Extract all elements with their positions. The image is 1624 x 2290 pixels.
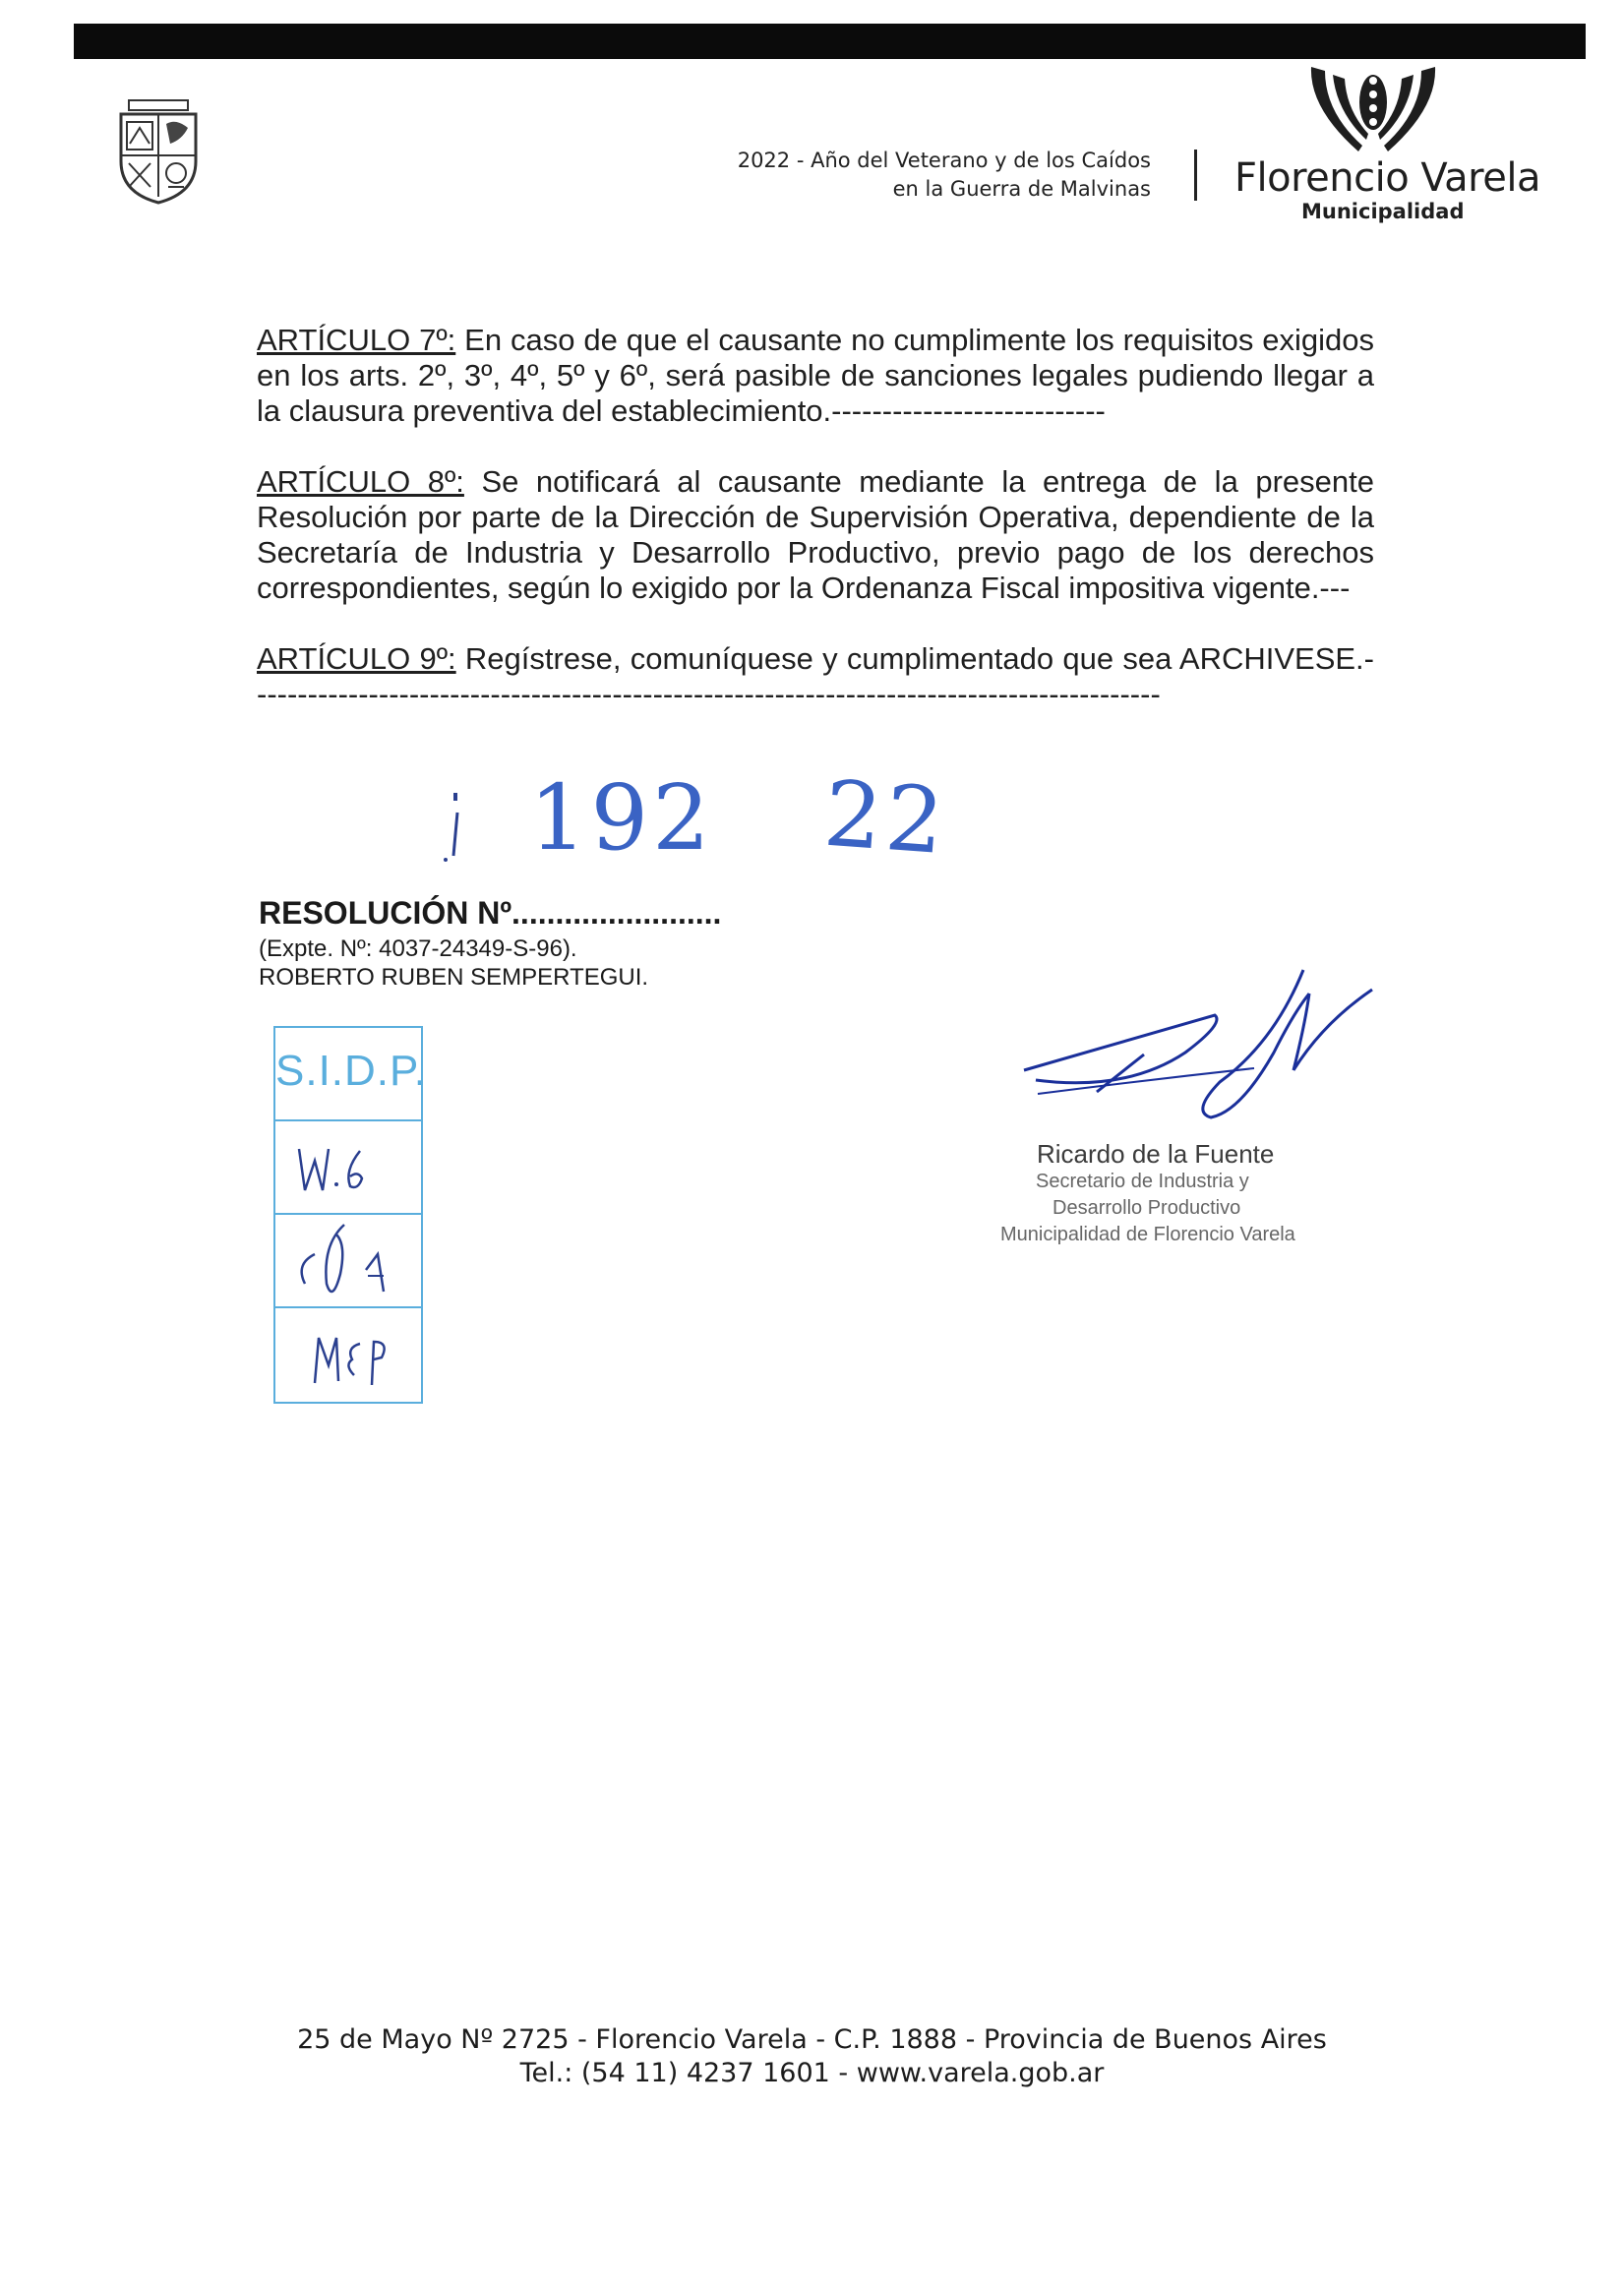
florencio-varela-logo-icon xyxy=(1303,61,1443,159)
signatory-title-line-3: Municipalidad de Florencio Varela xyxy=(1000,1224,1295,1245)
footer-contact: Tel.: (54 11) 4237 1601 - www.varela.gob.ar xyxy=(519,2058,1105,2088)
sidp-signature xyxy=(275,1215,421,1308)
municipal-crest-icon xyxy=(115,98,202,205)
article-text: Se notificará al causante mediante la entrega de la presente Resolución por parte de la Dirección de Supervisión Operativa, dependiente de la Secretaría de Industria y Desarrollo Productivo, previo pago de los derechos correspondientes, según lo exigido por la Ordenanza Fiscal impositiva vigente.--- xyxy=(257,464,1374,605)
footer-address: 25 de Mayo Nº 2725 - Florencio Varela - C.P. 1888 - Provincia de Buenos Aires xyxy=(297,2024,1327,2055)
sidp-stamp-header: S.I.D.P. xyxy=(275,1028,421,1121)
article-label: ARTÍCULO 9º: xyxy=(257,641,456,676)
signatory-name: Ricardo de la Fuente xyxy=(1037,1139,1275,1169)
sidp-initials-3 xyxy=(275,1308,421,1402)
signature-icon xyxy=(1018,964,1382,1136)
article-8 xyxy=(257,464,1374,606)
year-line-2: en la Guerra de Malvinas xyxy=(892,177,1151,201)
brand-name: Florencio Varela xyxy=(1234,155,1540,201)
header-divider xyxy=(1194,150,1197,201)
article-label: ARTÍCULO 7º: xyxy=(257,323,456,357)
article-text: En caso de que el causante no cumplimente los requisitos exigidos en los arts. 2º, 3º, 4º, 5º y 6º, será pasible de sanciones legales pudiendo llegar a la clausura preventiva del establecimiento.--------------------------- xyxy=(257,323,1374,428)
article-9 xyxy=(257,641,1374,712)
signatory-title-line-1: Secretario de Industria y xyxy=(1036,1171,1249,1192)
handwritten-initials-1-icon xyxy=(275,1121,421,1215)
top-black-band xyxy=(74,24,1586,59)
handwritten-initials-3-icon xyxy=(275,1308,421,1402)
signatory-title-line-2: Desarrollo Productivo xyxy=(1053,1197,1241,1219)
commemorative-year-text xyxy=(738,147,1151,204)
file-number: (Expte. Nº: 4037-24349-S-96). xyxy=(259,935,577,962)
handwritten-signature-icon xyxy=(275,1215,421,1308)
sidp-initials-1 xyxy=(275,1121,421,1215)
article-label: ARTÍCULO 8º: xyxy=(257,464,464,499)
stamp-mark-icon xyxy=(440,787,463,866)
brand-subtitle: Municipalidad xyxy=(1301,200,1465,223)
resolution-label: RESOLUCIÓN Nº........................ xyxy=(259,895,722,931)
stamped-resolution-number: 192 xyxy=(529,765,714,871)
article-text: Regístrese, comuníquese y cumplimentado que sea ARCHIVESE.------------------------------------------------------------------------------------------ xyxy=(257,641,1374,711)
year-line-1: 2022 - Año del Veterano y de los Caídos xyxy=(737,149,1151,172)
article-7 xyxy=(257,323,1374,429)
stamped-resolution-year: 22 xyxy=(820,760,951,875)
owner-name: ROBERTO RUBEN SEMPERTEGUI. xyxy=(259,964,649,991)
sidp-stamp xyxy=(273,1026,427,1404)
